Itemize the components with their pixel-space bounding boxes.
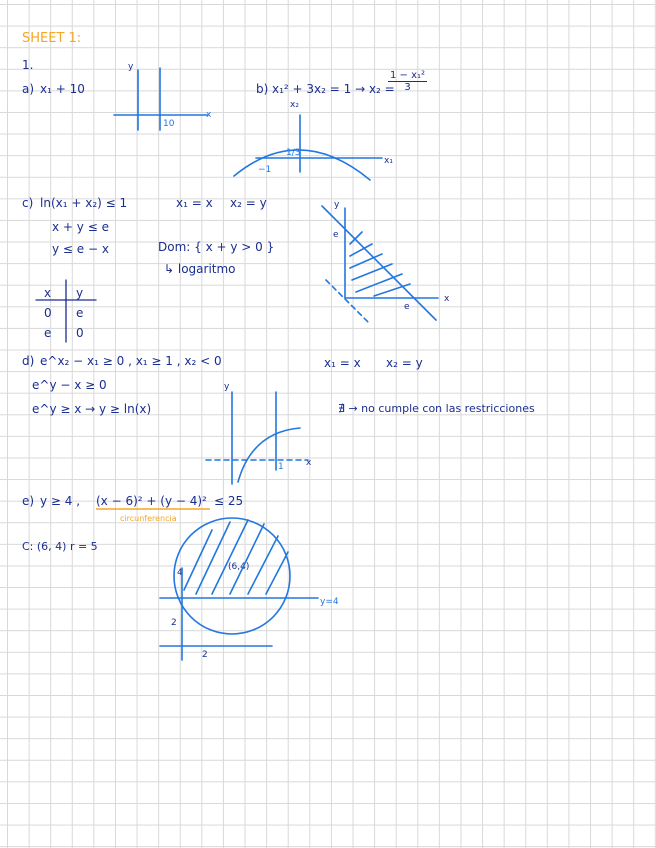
part-b-label: b) [256, 82, 269, 96]
graph-e-center-label: (6,4) [228, 562, 250, 572]
hatch [230, 524, 264, 594]
hatch [356, 274, 402, 292]
graph-d-y-label: y [224, 382, 230, 392]
hatch [212, 520, 248, 594]
part-e-label: e) [22, 494, 35, 508]
graph-e-circle [174, 518, 290, 634]
graph-e-tick-x: 2 [202, 650, 208, 660]
graph-d-tick-1: 1 [278, 462, 284, 472]
table-header-x: x [44, 286, 52, 300]
graph-b-root-label: −1 [258, 165, 272, 175]
graph-c-e-x: e [404, 302, 410, 312]
graph-b-parabola [234, 150, 370, 180]
exercise-number: 1. [22, 58, 34, 72]
graph-e-tick-y2: 4 [177, 568, 183, 578]
circunferencia-note: circunferencia [120, 514, 177, 523]
graph-b-y-label: x₂ [290, 100, 299, 110]
table-cell: 0 [76, 326, 84, 340]
graph-c-line [322, 206, 436, 320]
graph-e-tick-y: 2 [171, 618, 177, 628]
hatch [352, 264, 392, 280]
hatch [350, 254, 382, 268]
hatch [196, 522, 230, 594]
graph-c-e-y: e [333, 230, 339, 240]
graph-d-x-label: x [306, 458, 312, 468]
table-cell: e [76, 306, 84, 320]
graph-d [206, 392, 308, 484]
graph-e [160, 518, 318, 660]
part-a-label: a) [22, 82, 35, 96]
part-c-sub2: x₂ = y [230, 196, 267, 210]
part-d-note: ∄ → no cumple con las restricciones [338, 402, 535, 415]
table-header-y: y [76, 286, 84, 300]
part-d-label: d) [22, 354, 35, 368]
part-c-sub1: x₁ = x [176, 196, 213, 210]
part-d-sub2: x₂ = y [386, 356, 423, 370]
part-d-line2: e^y ≥ x → y ≥ ln(x) [32, 402, 152, 416]
graph-e-line-label: y=4 [320, 597, 339, 607]
part-c-label: c) [22, 196, 34, 210]
hatch [248, 536, 278, 594]
graph-a-y-label: y [128, 62, 134, 72]
part-d-equation: e^x₂ − x₁ ≥ 0 , x₁ ≥ 1 , x₂ < 0 [40, 354, 222, 368]
fraction-denominator: 3 [404, 82, 411, 93]
graph-c-y-label: y [334, 200, 340, 210]
part-d-sub1: x₁ = x [324, 356, 361, 370]
part-d-line1: e^y − x ≥ 0 [32, 378, 107, 392]
part-e-equation-c: ≤ 25 [214, 494, 244, 508]
hatch [184, 530, 212, 590]
graph-a [114, 68, 208, 130]
part-c-equation: ln(x₁ + x₂) ≤ 1 [40, 196, 128, 210]
table-cell: e [44, 326, 52, 340]
hatch [266, 552, 288, 594]
part-e-equation-a: y ≥ 4 , [40, 494, 81, 508]
graph-b-point-label: 1/3 [286, 148, 301, 158]
table-cell: 0 [44, 306, 52, 320]
hatch [350, 232, 362, 244]
graph-c-dashed-line [326, 280, 368, 322]
graph-a-tick-10: 10 [163, 119, 175, 129]
part-e-equation-b: (x − 6)² + (y − 4)² [96, 494, 207, 508]
part-c-domain-note: ↳ logaritmo [164, 262, 236, 276]
part-c-line2: y ≤ e − x [52, 242, 109, 256]
part-a-equation: x₁ + 10 [40, 82, 85, 96]
part-b-fraction [388, 70, 427, 93]
graph-c-x-label: x [444, 294, 450, 304]
graph-a-x-label: x [206, 110, 212, 120]
graph-b-x-label: x₁ [384, 156, 393, 166]
hatch [374, 284, 410, 296]
fraction-numerator: 1 − x₁² [390, 70, 426, 81]
part-e-center: C: (6, 4) r = 5 [22, 540, 98, 553]
hatch [350, 244, 372, 256]
graph-b [234, 115, 382, 180]
sheet-title: SHEET 1: [22, 31, 82, 46]
part-b-equation: x₁² + 3x₂ = 1 → x₂ = [272, 82, 395, 96]
part-c-domain: Dom: { x + y > 0 } [158, 240, 275, 254]
part-c-line1: x + y ≤ e [52, 220, 109, 234]
graph-d-curve [238, 428, 300, 482]
graph-c [322, 206, 438, 322]
